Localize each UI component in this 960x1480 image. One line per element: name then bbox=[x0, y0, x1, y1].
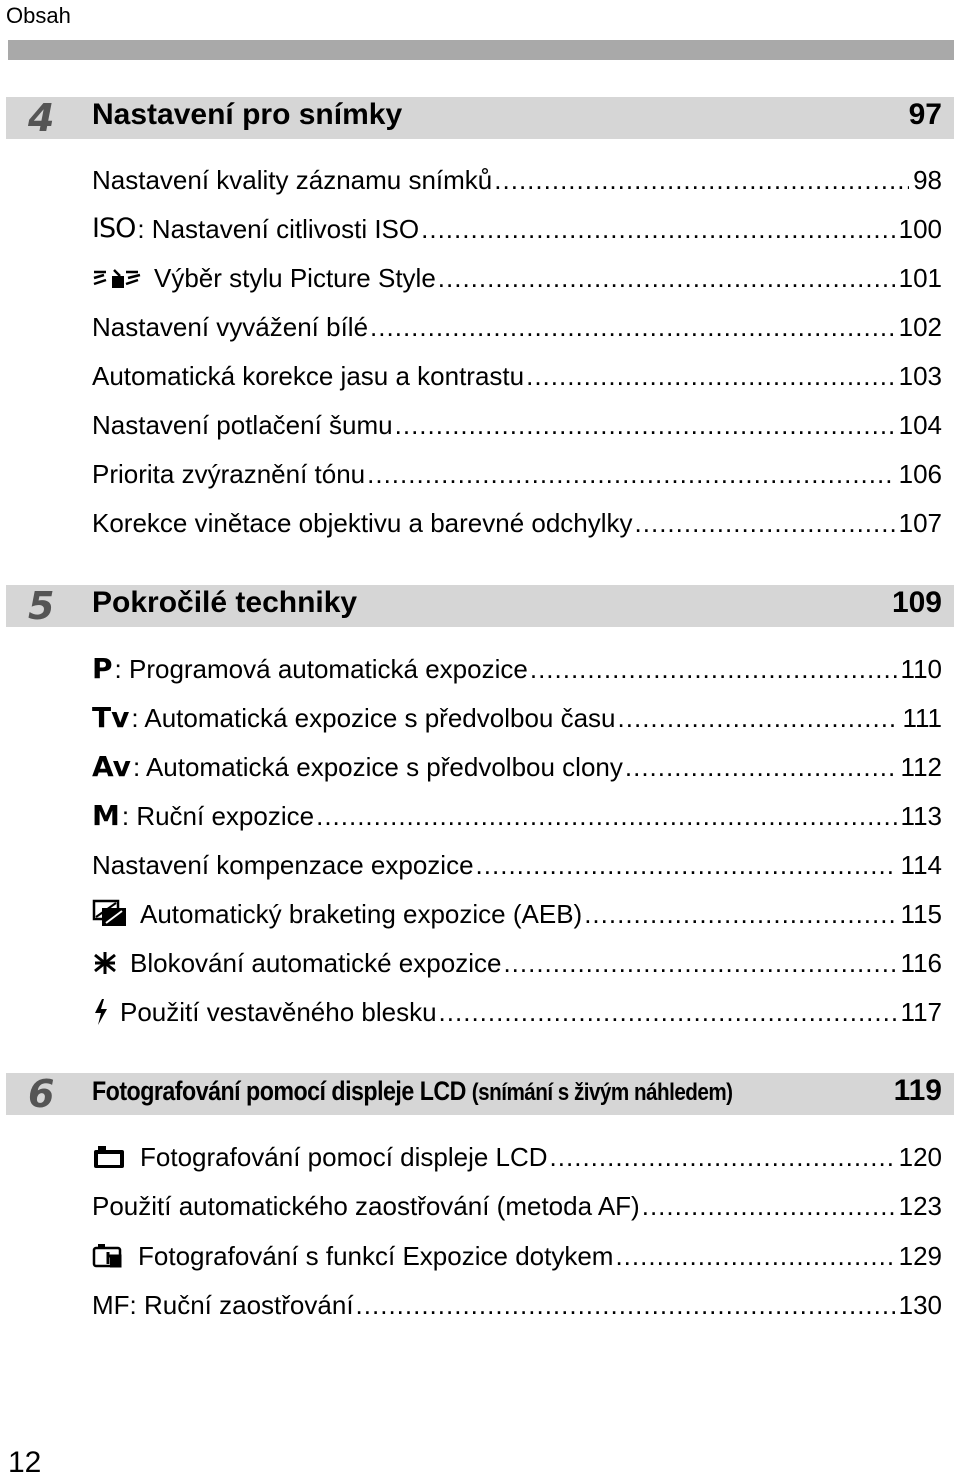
toc-entry[interactable] bbox=[92, 1186, 942, 1226]
entry-page: 113 bbox=[900, 801, 942, 831]
entry-title: : Ruční expozice bbox=[121, 801, 315, 831]
chapter-page: 109 bbox=[891, 586, 942, 619]
toc-entry[interactable] bbox=[92, 894, 942, 934]
camera-icon bbox=[92, 1144, 126, 1170]
flash-icon bbox=[92, 998, 110, 1026]
chapter-page: 119 bbox=[893, 1074, 942, 1107]
program-mode-icon: P bbox=[92, 652, 113, 685]
leader-dots bbox=[584, 894, 896, 934]
entry-page: 114 bbox=[900, 850, 942, 880]
leader-dots bbox=[618, 698, 899, 738]
entry-title: Blokování automatické expozice bbox=[130, 948, 502, 978]
toc-entry[interactable] bbox=[92, 992, 942, 1032]
ae-lock-icon bbox=[92, 950, 118, 976]
manual-mode-icon: M bbox=[92, 799, 120, 832]
leader-dots bbox=[625, 747, 897, 787]
entry-page: 120 bbox=[898, 1142, 942, 1172]
leader-dots bbox=[356, 1285, 895, 1325]
entry-title: Nastavení vyvážení bílé bbox=[92, 312, 369, 342]
entry-page: 101 bbox=[898, 263, 942, 293]
entry-page: 111 bbox=[902, 703, 942, 733]
chapter-title-sub: (snímání s živým náhledem) bbox=[471, 1079, 733, 1106]
entry-title: Korekce vinětace objektivu a barevné odchylky bbox=[92, 508, 633, 538]
entry-page: 112 bbox=[900, 752, 942, 782]
aeb-icon bbox=[92, 899, 128, 929]
leader-dots bbox=[316, 796, 896, 836]
entry-title: Výběr stylu Picture Style bbox=[154, 263, 436, 293]
tv-mode-icon: Tv bbox=[92, 701, 130, 734]
entry-title: Nastavení kvality záznamu snímků bbox=[92, 165, 493, 195]
iso-icon: ISO bbox=[92, 213, 136, 244]
entry-title: Nastavení potlačení šumu bbox=[92, 410, 393, 440]
toc-entry[interactable] bbox=[92, 1236, 942, 1276]
entry-title: Použití automatického zaostřování (metoda AF) bbox=[92, 1191, 640, 1221]
leader-dots bbox=[550, 1137, 895, 1177]
leader-dots bbox=[367, 454, 894, 494]
toc-entry[interactable] bbox=[92, 405, 942, 445]
running-head: Obsah bbox=[6, 3, 71, 28]
chapter-number: 5 bbox=[28, 584, 55, 628]
leader-dots bbox=[494, 160, 909, 200]
entry-title: Fotografování s funkcí Expozice dotykem bbox=[138, 1241, 614, 1271]
toc-entry[interactable] bbox=[92, 307, 942, 347]
entry-title: : Automatická expozice s předvolbou clony bbox=[132, 752, 623, 782]
leader-dots bbox=[503, 943, 896, 983]
leader-dots bbox=[635, 503, 895, 543]
entry-page: 106 bbox=[898, 459, 942, 489]
entry-title: : Automatická expozice s předvolbou času bbox=[131, 703, 616, 733]
entry-page: 123 bbox=[898, 1191, 942, 1221]
entry-page: 130 bbox=[898, 1290, 942, 1320]
entry-page: 116 bbox=[900, 948, 942, 978]
toc-entry[interactable] bbox=[92, 503, 942, 543]
leader-dots bbox=[370, 307, 895, 347]
leader-dots bbox=[526, 356, 895, 396]
entry-page: 107 bbox=[898, 508, 942, 538]
toc-entry[interactable] bbox=[92, 160, 942, 200]
toc-entry[interactable] bbox=[92, 454, 942, 494]
toc-entry[interactable] bbox=[92, 209, 942, 249]
leader-dots bbox=[476, 845, 897, 885]
leader-dots bbox=[421, 209, 894, 249]
entry-page: 110 bbox=[900, 654, 942, 684]
chapter-number: 4 bbox=[28, 96, 55, 140]
entry-title: MF: Ruční zaostřování bbox=[92, 1290, 354, 1320]
chapter-title bbox=[92, 1073, 733, 1115]
toc-entry[interactable] bbox=[92, 943, 942, 983]
leader-dots bbox=[530, 649, 897, 689]
chapter-page: 97 bbox=[908, 98, 942, 131]
toc-entry[interactable] bbox=[92, 649, 942, 689]
chapter-header-4[interactable] bbox=[6, 97, 954, 139]
entry-title: Nastavení kompenzace expozice bbox=[92, 850, 474, 880]
entry-page: 103 bbox=[898, 361, 942, 391]
touch-shutter-icon bbox=[92, 1242, 126, 1270]
entry-title: Fotografování pomocí displeje LCD bbox=[140, 1142, 548, 1172]
toc-entry[interactable] bbox=[92, 356, 942, 396]
page-number: 12 bbox=[8, 1446, 42, 1479]
leader-dots bbox=[642, 1186, 895, 1226]
entry-page: 117 bbox=[900, 997, 942, 1027]
leader-dots bbox=[615, 1236, 894, 1276]
toc-entry[interactable] bbox=[92, 845, 942, 885]
toc-entry[interactable] bbox=[92, 1137, 942, 1177]
entry-page: 98 bbox=[913, 165, 942, 195]
toc-entry[interactable] bbox=[92, 747, 942, 787]
chapter-header-5[interactable] bbox=[6, 585, 954, 627]
entry-title: Priorita zvýraznění tónu bbox=[92, 459, 366, 489]
toc-entry[interactable] bbox=[92, 1285, 942, 1325]
entry-page: 100 bbox=[898, 214, 942, 244]
entry-page: 102 bbox=[898, 312, 942, 342]
entry-title: : Nastavení citlivosti ISO bbox=[137, 214, 420, 244]
picture-style-icon bbox=[92, 266, 142, 290]
toc-entry[interactable] bbox=[92, 258, 942, 298]
entry-page: 115 bbox=[900, 899, 942, 929]
av-mode-icon: Av bbox=[92, 750, 131, 783]
entry-title: : Programová automatická expozice bbox=[114, 654, 528, 684]
entry-page: 129 bbox=[898, 1241, 942, 1271]
entry-page: 104 bbox=[898, 410, 942, 440]
toc-entry[interactable] bbox=[92, 796, 942, 836]
leader-dots bbox=[438, 258, 895, 298]
chapter-number: 6 bbox=[28, 1072, 55, 1116]
chapter-title: Nastavení pro snímky bbox=[92, 98, 403, 131]
header-rule-bar bbox=[8, 40, 954, 60]
leader-dots bbox=[439, 992, 897, 1032]
entry-title: Automatický braketing expozice (AEB) bbox=[140, 899, 583, 929]
chapter-title-main: Fotografování pomocí displeje LCD bbox=[92, 1076, 466, 1106]
leader-dots bbox=[395, 405, 895, 445]
entry-title: Automatická korekce jasu a kontrastu bbox=[92, 361, 525, 391]
toc-entry[interactable] bbox=[92, 698, 942, 738]
chapter-header-6[interactable] bbox=[6, 1073, 954, 1115]
entry-title: Použití vestavěného blesku bbox=[120, 997, 437, 1027]
chapter-title: Pokročilé techniky bbox=[92, 586, 358, 619]
